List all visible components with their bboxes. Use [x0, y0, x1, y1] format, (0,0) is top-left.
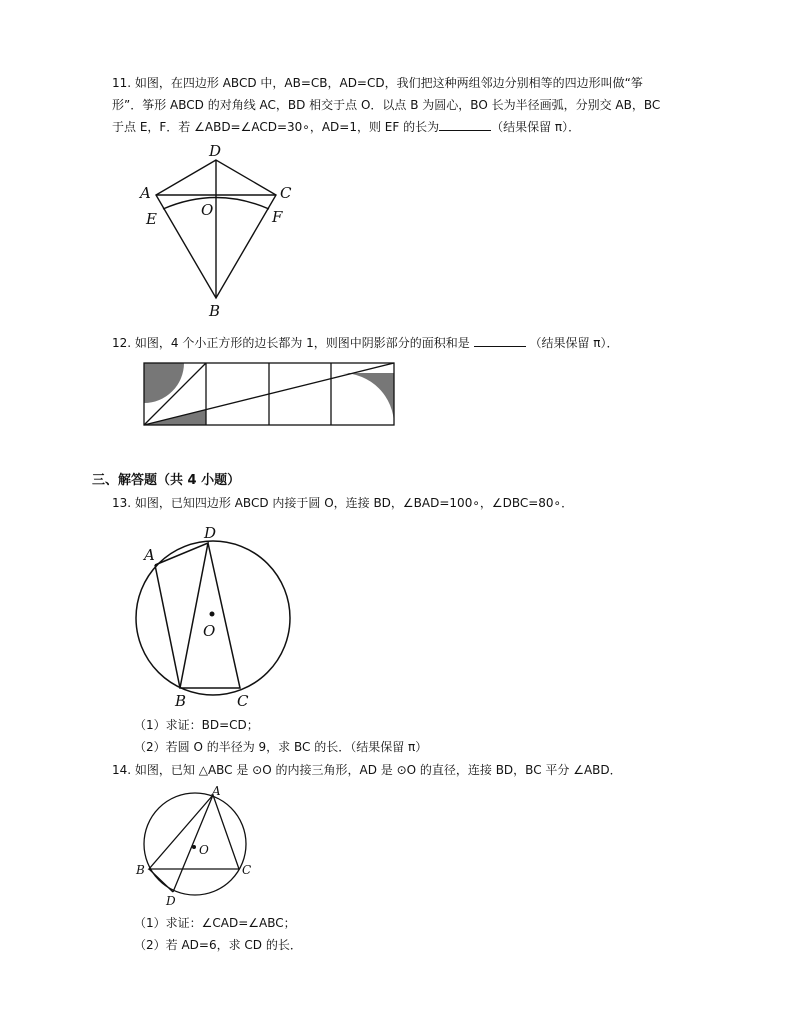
- q12-first-square-diagonal: [144, 363, 206, 425]
- q11-label-f: F: [272, 208, 283, 226]
- q11-text-line3b: （结果保留 π）．: [491, 120, 581, 134]
- q12-shaded-quarter-right: [342, 373, 394, 425]
- q11-text-line3: [112, 118, 580, 136]
- q14-diameter-ad: [173, 795, 213, 892]
- q14-sub1: （1）求证：∠CAD=∠ABC；: [134, 916, 296, 930]
- q11-arc-ef: [163, 198, 269, 210]
- q14-circle: [144, 793, 246, 895]
- q14-center-dot: [192, 845, 196, 849]
- q12-shaded-quarter-left: [144, 363, 184, 403]
- q13-text: 13. 如图，已知四边形 ABCD 内接于圆 O，连接 BD，∠BAD=100∘，∠DBC=80∘．: [112, 496, 574, 510]
- q14-label-c: C: [242, 863, 252, 877]
- q13-side-ab: [155, 565, 180, 688]
- q11-label-a: A: [140, 184, 151, 202]
- q11-label-o: O: [201, 201, 214, 219]
- q14-triangle-abc: [149, 795, 239, 869]
- q12-diagonal: [144, 363, 394, 425]
- q12-text-a: 12. 如图，4 个小正方形的边长都为 1，则图中阴影部分的面积和是: [112, 336, 470, 350]
- q13-circle: [136, 541, 290, 695]
- q11-label-e: E: [146, 210, 157, 228]
- q11-text-line3a: 于点 E，F．若 ∠ABD=∠ACD=30∘，AD=1，则 EF 的长为: [112, 120, 440, 134]
- section3-title: 三、解答题（共 4 小题）: [92, 473, 241, 488]
- q12-text: [112, 334, 619, 352]
- q11-kite-outline: [156, 160, 276, 298]
- q13-label-b: B: [175, 692, 187, 710]
- q14-text: 14. 如图，已知 △ABC 是 ⊙O 的内接三角形，AD 是 ⊙O 的直径，连接 BD，BC 平分 ∠ABD．: [112, 763, 622, 777]
- q14-label-o: O: [199, 843, 209, 857]
- q11-text-line2: 形”．筝形 ABCD 的对角线 AC，BD 相交于点 O．以点 B 为圆心，BO 长为半径画弧，分别交 AB，BC: [112, 98, 661, 112]
- q14-label-a: A: [212, 784, 221, 798]
- q11-label-d: D: [209, 142, 222, 160]
- q13-label-d: D: [204, 524, 217, 542]
- q12-text-b: （结果保留 π）．: [529, 336, 619, 350]
- q13-label-o: O: [203, 622, 216, 640]
- q11-answer-blank: [439, 118, 491, 131]
- q12-answer-blank: [474, 334, 526, 347]
- q14-segment-bd: [149, 869, 173, 892]
- q11-text-line1: 11. 如图，在四边形 ABCD 中，AB=CB，AD=CD，我们把这种两组邻边分别相等的四边形叫做“筝: [112, 76, 643, 90]
- q14-label-d: D: [166, 894, 176, 908]
- q12-shaded-triangle: [144, 410, 206, 425]
- q14-sub2: （2）若 AD=6，求 CD 的长．: [134, 938, 302, 952]
- q12-outer-rect: [144, 363, 394, 425]
- q11-label-c: C: [280, 184, 292, 202]
- q13-quadrilateral: [155, 543, 240, 688]
- q13-sub1: （1）求证：BD=CD；: [134, 718, 259, 732]
- q13-center-dot: [210, 612, 215, 617]
- q13-sub2: （2）若圆 O 的半径为 9，求 BC 的长．（结果保留 π）: [134, 740, 428, 754]
- q13-label-c: C: [237, 692, 249, 710]
- q13-label-a: A: [144, 546, 155, 564]
- q14-label-b: B: [136, 863, 145, 877]
- q11-label-b: B: [209, 302, 221, 320]
